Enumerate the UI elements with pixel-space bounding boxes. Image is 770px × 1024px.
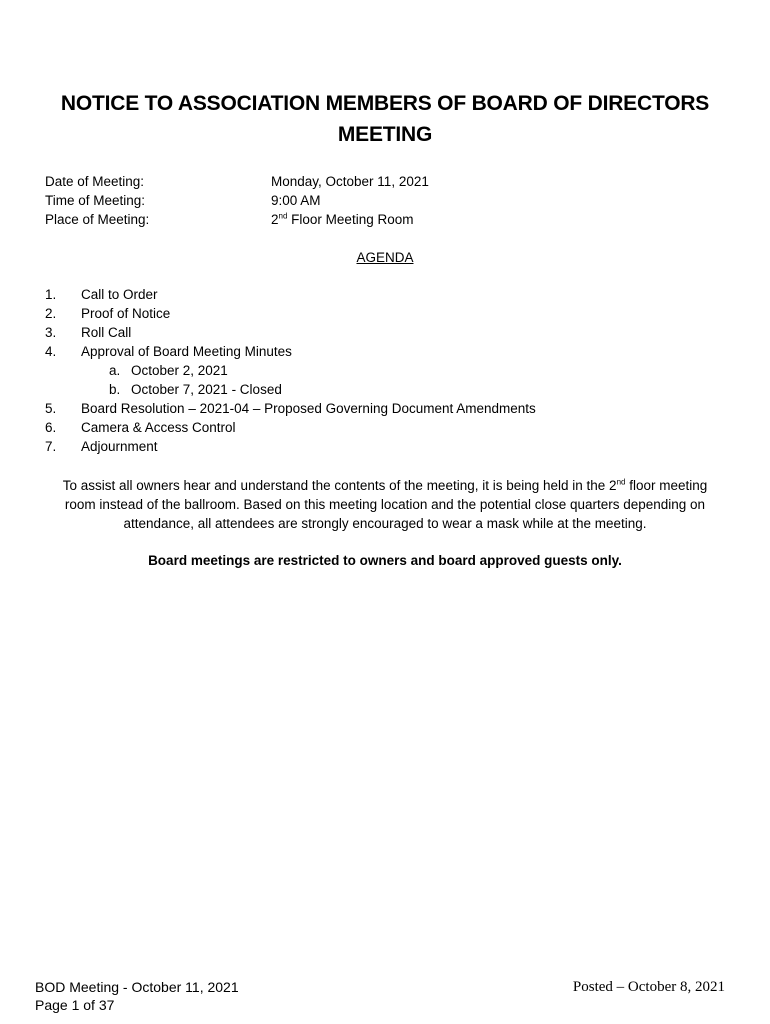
agenda-subitem-text: October 2, 2021 [131, 363, 228, 378]
meeting-date-label: Date of Meeting: [45, 174, 145, 189]
attendance-restriction-note: Board meetings are restricted to owners and board approved guests only. [148, 553, 622, 568]
meeting-details [45, 172, 429, 229]
paragraph-text-start: To assist all owners hear and understand the contents of the meeting, it is being held in the 2 [62, 478, 617, 493]
agenda-item-text: Approval of Board Meeting Minutes [81, 344, 292, 359]
footer-page-number: Page 1 of 37 [35, 997, 115, 1013]
agenda-item-text: Board Resolution – 2021-04 – Proposed Governing Document Amendments [81, 401, 536, 416]
agenda-item-number: 4. [45, 344, 57, 359]
agenda-subitem-letter: b. [109, 382, 121, 397]
agenda-item-number: 3. [45, 325, 57, 340]
agenda-heading: AGENDA [356, 250, 414, 265]
document-title: NOTICE TO ASSOCIATION MEMBERS OF BOARD OF DIRECTORS MEETING [60, 92, 710, 146]
agenda-item-number: 7. [45, 439, 57, 454]
agenda-subitem-letter: a. [109, 363, 121, 378]
agenda-item [45, 323, 536, 342]
meeting-date-row [45, 172, 429, 191]
meeting-place-row [45, 210, 429, 229]
agenda-subitem-text: October 7, 2021 - Closed [131, 382, 282, 397]
agenda-item [45, 304, 536, 323]
agenda-item-number: 6. [45, 420, 57, 435]
agenda-item [45, 342, 536, 361]
meeting-time-label: Time of Meeting: [45, 193, 146, 208]
agenda-item-text: Proof of Notice [81, 306, 171, 321]
meeting-place-label: Place of Meeting: [45, 212, 150, 227]
agenda-item-number: 5. [45, 401, 57, 416]
agenda-item [45, 399, 536, 418]
agenda-item-number: 1. [45, 287, 57, 302]
agenda-subitem [45, 361, 536, 380]
meeting-location-paragraph [46, 476, 724, 533]
agenda-item [45, 418, 536, 437]
agenda-item [45, 285, 536, 304]
agenda-item-number: 2. [45, 306, 57, 321]
footer-posted-date: Posted – October 8, 2021 [572, 979, 725, 995]
footer-left [35, 978, 239, 1014]
meeting-time-value: 9:00 AM [271, 193, 321, 208]
agenda-item [45, 437, 536, 456]
meeting-place-value [271, 210, 413, 229]
meeting-date-value: Monday, October 11, 2021 [271, 174, 429, 189]
agenda-item-text: Adjournment [81, 439, 158, 454]
agenda-subitem [45, 380, 536, 399]
paragraph-ordinal-suffix: nd [616, 477, 626, 487]
meeting-place-ordinal-suffix: nd [278, 211, 288, 221]
agenda-item-text: Roll Call [81, 325, 132, 340]
agenda-item-text: Camera & Access Control [81, 420, 236, 435]
meeting-place-ordinal: 2 [271, 212, 279, 227]
meeting-place-room: Floor Meeting Room [287, 212, 414, 227]
agenda-list [45, 285, 536, 456]
paragraph-text-end: floor meeting room instead of the ballroom. Based on this meeting location and the potential close quarters depending on attendance, all attendees are strongly encouraged to wear a mask while at the meeting. [64, 478, 708, 531]
footer-meeting-label: BOD Meeting - October 11, 2021 [35, 979, 239, 995]
meeting-time-row [45, 191, 429, 210]
agenda-item-text: Call to Order [81, 287, 158, 302]
